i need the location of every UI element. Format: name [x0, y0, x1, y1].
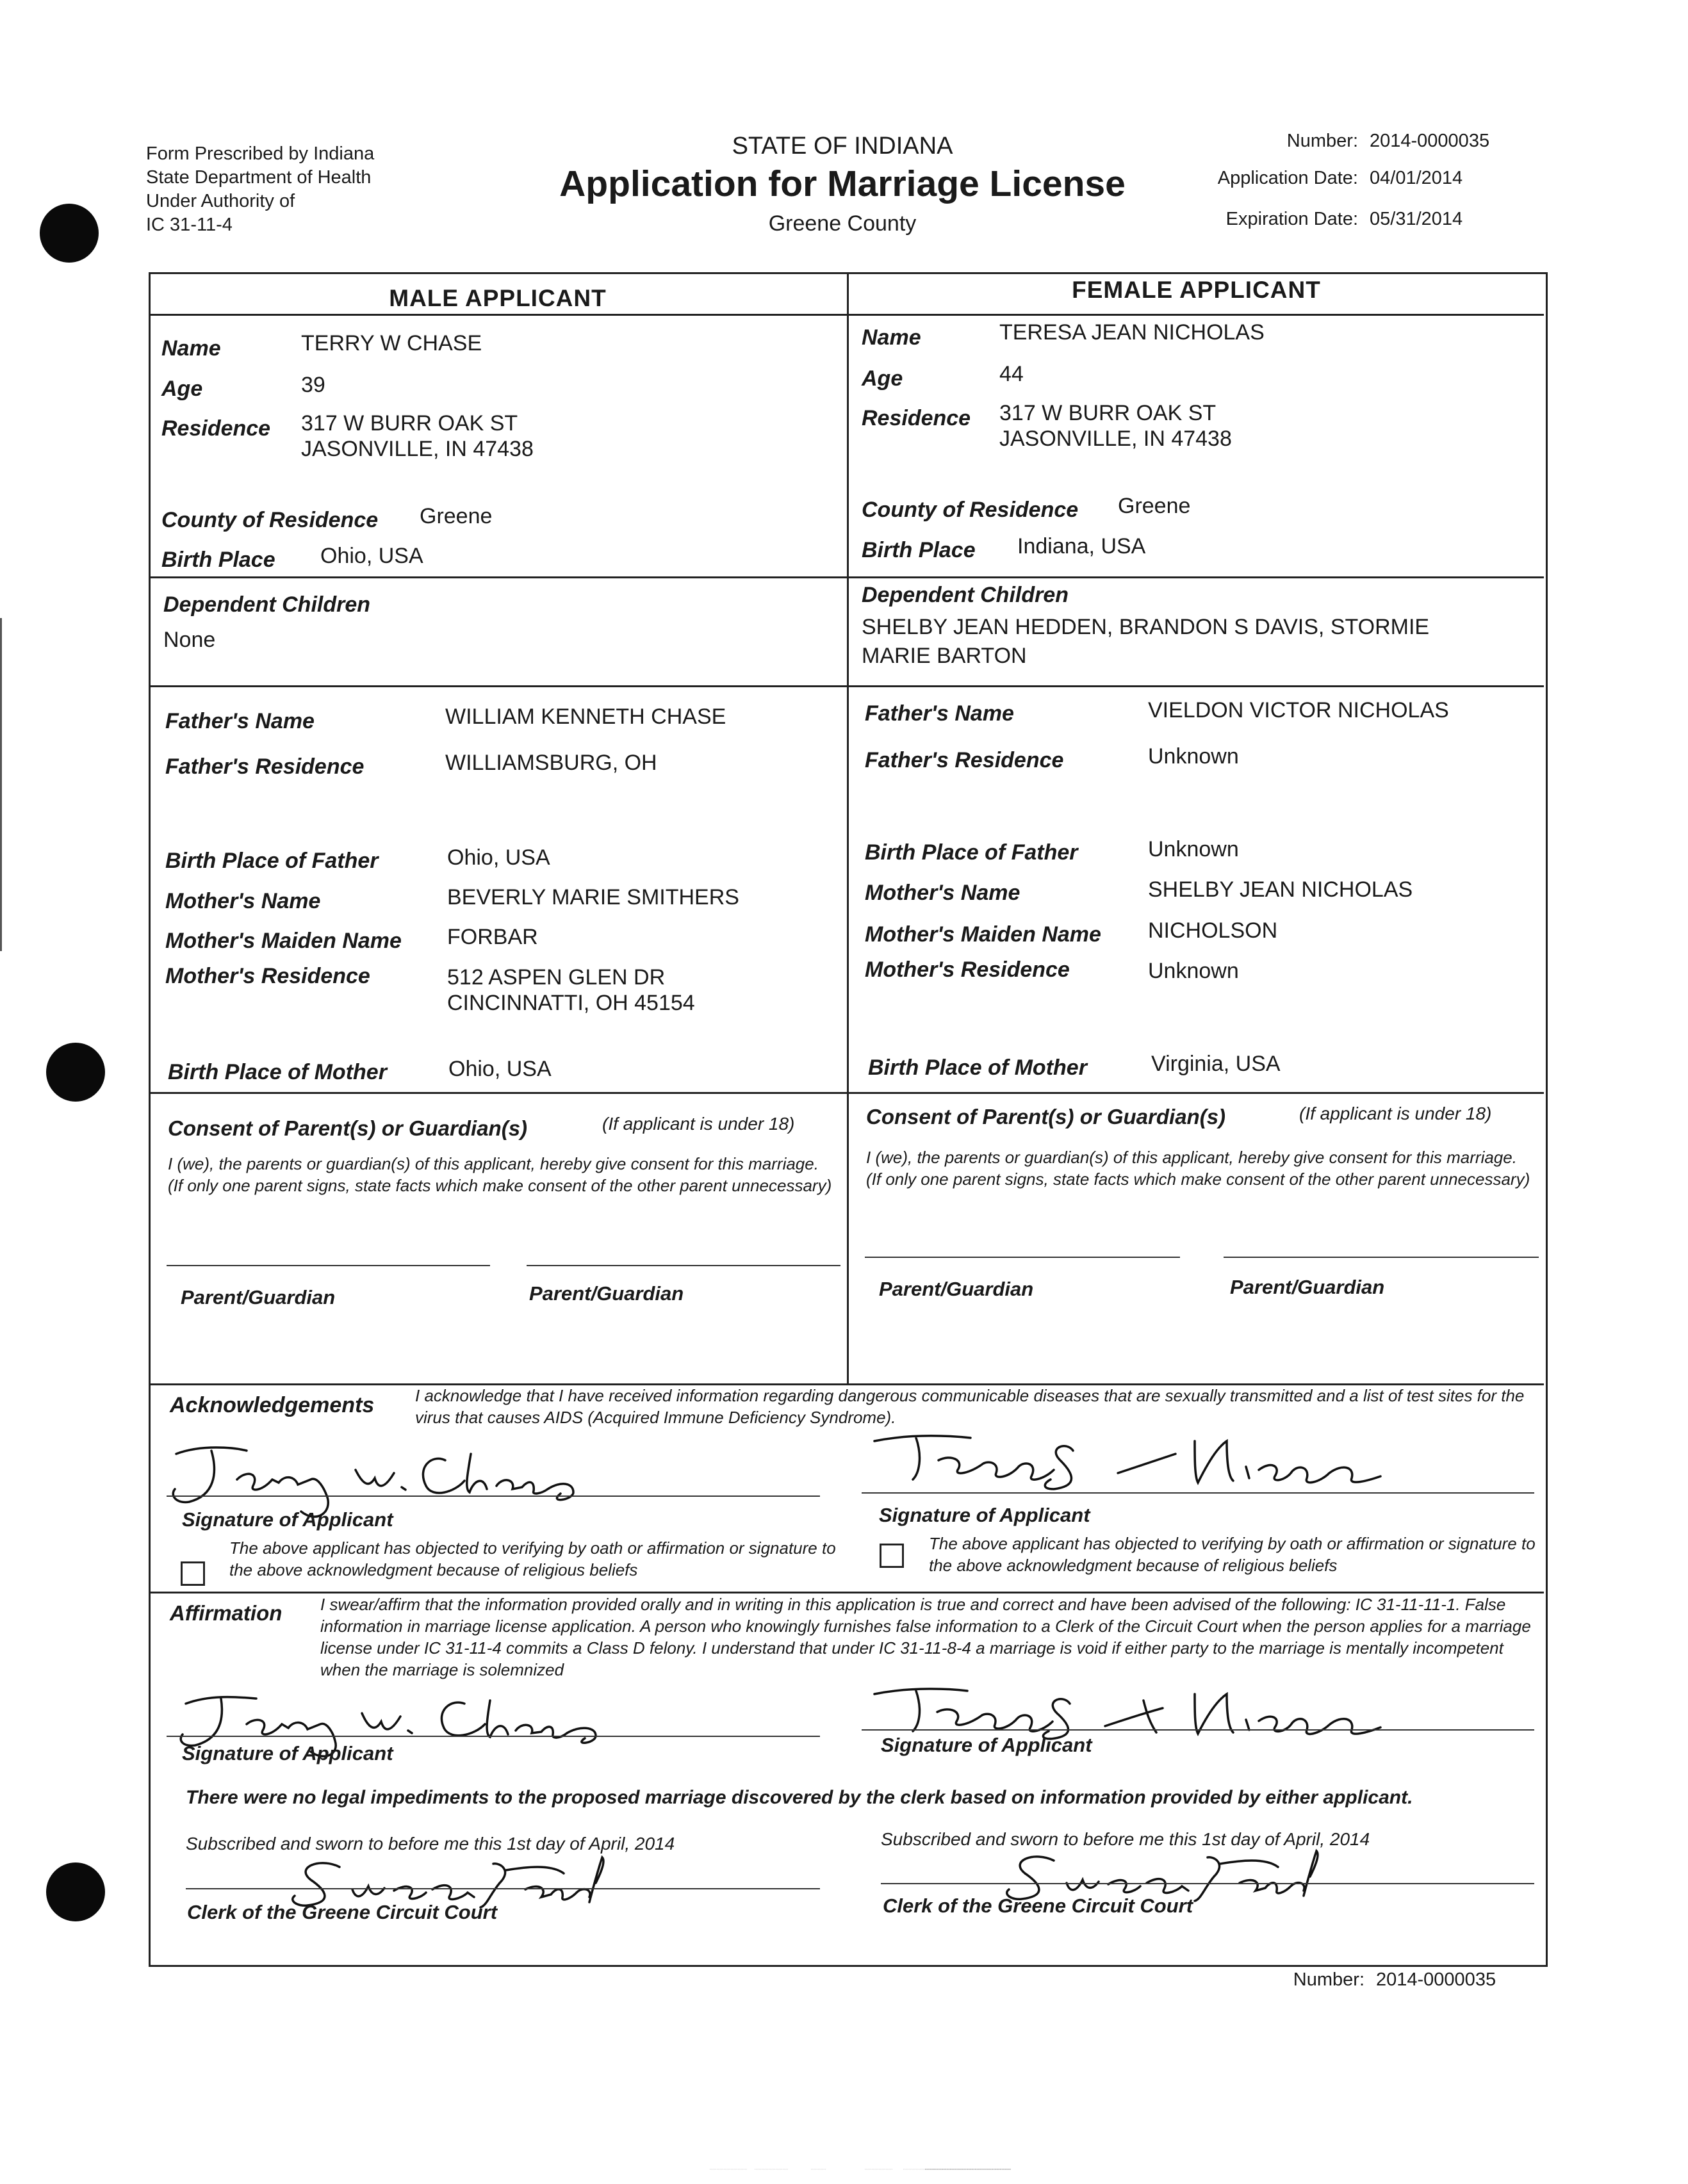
consent-note: (If applicant is under 18) — [602, 1114, 795, 1134]
header-divider — [149, 314, 1544, 316]
mothers-residence-label: Mother's Residence — [865, 958, 1070, 982]
consent-note: (If applicant is under 18) — [1299, 1104, 1492, 1123]
clerk-label: Clerk of the Greene Circuit Court — [187, 1901, 498, 1923]
birth-place-of-mother-label: Birth Place of Mother — [168, 1060, 387, 1084]
affirmation-label: Affirmation — [170, 1601, 283, 1625]
female-birth-place-of-mother: Virginia, USA — [1151, 1052, 1281, 1076]
parent-guardian-signature-line[interactable] — [527, 1265, 840, 1266]
parent-guardian-label: Parent/Guardian — [879, 1278, 1034, 1300]
parent-guardian-signature-line[interactable] — [865, 1257, 1180, 1258]
female-residence-line2: JASONVILLE, IN 47438 — [999, 427, 1232, 451]
male-birth-place-of-mother: Ohio, USA — [448, 1057, 552, 1081]
county-of-residence-label: County of Residence — [862, 498, 1079, 522]
parent-guardian-label: Parent/Guardian — [1230, 1276, 1385, 1298]
objection-text: The above applicant has objected to verifying by oath or affirmation or signature to the above acknowledgment because of religious beliefs — [229, 1538, 836, 1579]
affirmation-text: I swear/affirm that the information provided orally and in writing in this application is true and correct and have been advised of the following: IC 31-11-11-1. False information in marriage license application. A person who knowingly furnishes false information to a Clerk of the Circuit Court when the person applies for a marriage license under IC 31-11-4 commits a Class D felony. I understand that under IC 31-11-8-4 a marriage is void if either party to the marriage is mentally incompetent when the marriage is solemnized — [320, 1595, 1531, 1679]
subscribed-sworn-text: Subscribed and sworn to before me this 1st day of April, 2014 — [881, 1829, 1370, 1849]
mothers-name-label: Mother's Name — [865, 881, 1020, 905]
male-name: TERRY W CHASE — [301, 331, 482, 355]
male-mothers-residence-line2: CINCINNATTI, OH 45154 — [447, 991, 695, 1015]
consent-title: Consent of Parent(s) or Guardian(s) — [866, 1105, 1226, 1129]
application-date-label: Application Date: — [1217, 168, 1358, 188]
form-prescribed-line: IC 31-11-4 — [146, 215, 233, 235]
acknowledgements-label: Acknowledgements — [170, 1393, 375, 1417]
mothers-residence-label: Mother's Residence — [165, 964, 370, 988]
male-residence-line2: JASONVILLE, IN 47438 — [301, 437, 534, 461]
scan-artifact — [0, 2168, 1688, 2171]
male-fathers-residence: WILLIAMSBURG, OH — [445, 751, 657, 775]
dependent-children-label: Dependent Children — [862, 583, 1069, 607]
male-county-of-residence: Greene — [420, 504, 493, 528]
signature-of-applicant-label: Signature of Applicant — [879, 1504, 1090, 1526]
section-divider — [149, 576, 1544, 578]
signature-of-applicant-label: Signature of Applicant — [182, 1742, 393, 1764]
footer-number-value: 2014-0000035 — [1376, 1969, 1496, 1990]
male-age: 39 — [301, 373, 325, 397]
female-birth-place: Indiana, USA — [1017, 534, 1146, 558]
mothers-maiden-name-label: Mother's Maiden Name — [165, 929, 402, 953]
birth-place-of-father-label: Birth Place of Father — [865, 840, 1078, 865]
page-title: Application for Marriage License — [559, 163, 1126, 204]
consent-text: I (we), the parents or guardian(s) of this applicant, hereby give consent for this marriage. (If only one parent signs, state facts which make consent of the other parent unnecessary) — [168, 1154, 832, 1195]
male-birth-place: Ohio, USA — [320, 544, 423, 568]
female-dependent-children-line2: MARIE BARTON — [862, 644, 1027, 668]
form-prescribed-block — [146, 142, 374, 237]
clerk-signature-line — [186, 1888, 820, 1889]
parent-guardian-signature-line[interactable] — [167, 1265, 490, 1266]
female-residence-line1: 317 W BURR OAK ST — [999, 401, 1217, 425]
signature-line — [167, 1736, 820, 1737]
objection-text: The above applicant has objected to verifying by oath or affirmation or signature to the above acknowledgment because of religious beliefs — [929, 1534, 1536, 1575]
signature-line — [862, 1729, 1534, 1731]
name-label: Name — [161, 336, 221, 361]
parent-guardian-label: Parent/Guardian — [181, 1286, 336, 1308]
male-residence-line1: 317 W BURR OAK ST — [301, 411, 518, 436]
female-name: TERESA JEAN NICHOLAS — [999, 320, 1265, 345]
consent-text: I (we), the parents or guardian(s) of this applicant, hereby give consent for this marriage. (If only one parent signs, state facts which make consent of the other parent unnecessary) — [866, 1148, 1530, 1189]
signature-of-applicant-label: Signature of Applicant — [881, 1734, 1092, 1756]
age-label: Age — [862, 366, 903, 391]
fathers-name-label: Father's Name — [865, 701, 1014, 726]
male-mothers-residence-line1: 512 ASPEN GLEN DR — [447, 965, 666, 990]
consent-title: Consent of Parent(s) or Guardian(s) — [168, 1116, 528, 1140]
female-mothers-maiden-name: NICHOLSON — [1148, 918, 1278, 943]
clerk-signature-line — [881, 1883, 1534, 1884]
female-mothers-name: SHELBY JEAN NICHOLAS — [1148, 877, 1413, 902]
column-divider — [847, 272, 849, 1383]
signature-line — [862, 1492, 1534, 1494]
parent-guardian-label: Parent/Guardian — [529, 1282, 684, 1305]
male-fathers-name: WILLIAM KENNETH CHASE — [445, 705, 726, 729]
birth-place-of-father-label: Birth Place of Father — [165, 849, 379, 873]
female-mothers-residence: Unknown — [1148, 959, 1239, 983]
number-value: 2014-0000035 — [1370, 131, 1490, 151]
mothers-name-label: Mother's Name — [165, 889, 321, 913]
female-dependent-children-line1: SHELBY JEAN HEDDEN, BRANDON S DAVIS, STORMIE — [862, 615, 1430, 639]
female-birth-place-of-father: Unknown — [1148, 837, 1239, 861]
expiration-date-value: 05/31/2014 — [1370, 209, 1463, 229]
state-heading: STATE OF INDIANA — [732, 133, 953, 159]
female-acknowledgement-signature — [862, 1422, 1419, 1499]
religious-objection-checkbox[interactable] — [181, 1561, 205, 1586]
form-prescribed-line: Form Prescribed by Indiana — [146, 143, 375, 164]
signature-of-applicant-label: Signature of Applicant — [182, 1508, 393, 1531]
no-impediments-statement: There were no legal impediments to the proposed marriage discovered by the clerk based on information provided by either applicant. — [186, 1787, 1413, 1808]
fathers-residence-label: Father's Residence — [165, 754, 365, 779]
female-age: 44 — [999, 362, 1024, 386]
number-label: Number: — [1286, 131, 1358, 151]
male-applicant-heading: MALE APPLICANT — [389, 285, 607, 311]
religious-objection-checkbox[interactable] — [880, 1544, 904, 1568]
age-label: Age — [161, 377, 203, 401]
male-dependent-children: None — [163, 628, 216, 652]
punch-hole-middle — [46, 1043, 105, 1102]
expiration-date-label: Expiration Date: — [1225, 209, 1358, 229]
footer-number-label: Number: — [1293, 1969, 1364, 1990]
form-prescribed-line: State Department of Health — [146, 167, 372, 188]
name-label: Name — [862, 325, 921, 350]
application-date-value: 04/01/2014 — [1370, 168, 1463, 188]
male-mothers-maiden-name: FORBAR — [447, 925, 538, 949]
scan-edge-mark — [0, 618, 2, 951]
birth-place-label: Birth Place — [161, 548, 275, 572]
residence-label: Residence — [862, 406, 971, 430]
section-divider — [149, 1092, 1544, 1094]
birth-place-label: Birth Place — [862, 538, 976, 562]
county-of-residence-label: County of Residence — [161, 508, 379, 532]
female-applicant-heading: FEMALE APPLICANT — [1072, 277, 1321, 303]
parent-guardian-signature-line[interactable] — [1224, 1257, 1539, 1258]
punch-hole-top — [40, 204, 99, 263]
female-county-of-residence: Greene — [1118, 494, 1191, 518]
punch-hole-bottom — [46, 1862, 105, 1921]
county-heading: Greene County — [768, 211, 917, 236]
residence-label: Residence — [161, 416, 271, 441]
acknowledgement-text: I acknowledge that I have received information regarding dangerous communicable diseases that are sexually transmitted and a list of test sites for the virus that causes AIDS (Acquired Immune Deficiency Syndrome). — [415, 1386, 1525, 1427]
female-fathers-name: VIELDON VICTOR NICHOLAS — [1148, 698, 1449, 722]
dependent-children-label: Dependent Children — [163, 592, 371, 617]
signature-line — [167, 1495, 820, 1497]
subscribed-sworn-text: Subscribed and sworn to before me this 1st day of April, 2014 — [186, 1834, 675, 1854]
birth-place-of-mother-label: Birth Place of Mother — [868, 1055, 1087, 1080]
fathers-name-label: Father's Name — [165, 709, 315, 733]
male-birth-place-of-father: Ohio, USA — [447, 845, 550, 870]
mothers-maiden-name-label: Mother's Maiden Name — [865, 922, 1101, 947]
male-mothers-name: BEVERLY MARIE SMITHERS — [447, 885, 739, 909]
female-fathers-residence: Unknown — [1148, 744, 1239, 769]
clerk-label: Clerk of the Greene Circuit Court — [883, 1895, 1193, 1917]
fathers-residence-label: Father's Residence — [865, 748, 1064, 772]
section-divider — [149, 685, 1544, 687]
form-prescribed-line: Under Authority of — [146, 191, 295, 211]
